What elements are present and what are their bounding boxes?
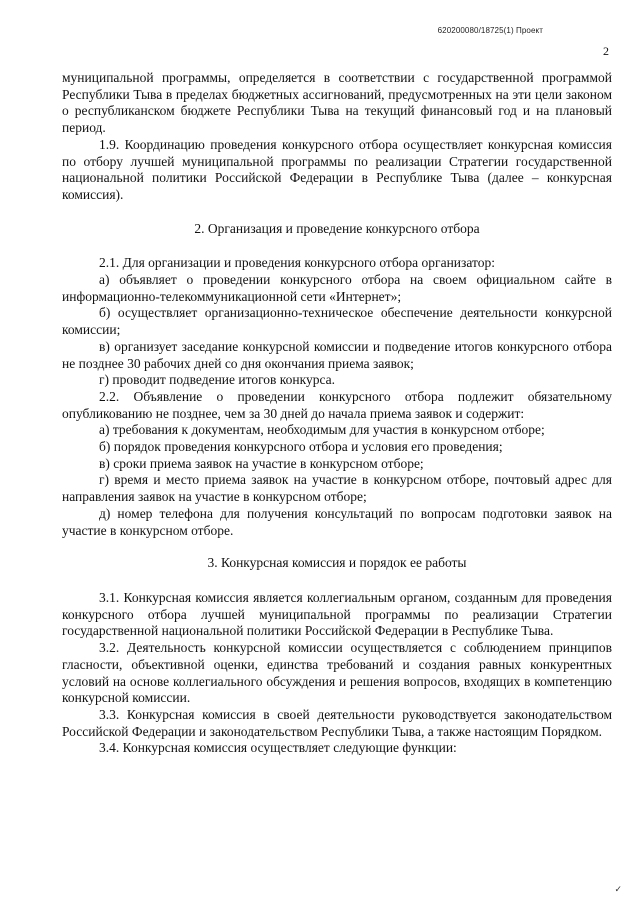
document-body xyxy=(62,70,612,757)
check-mark-icon: ✓ xyxy=(614,884,622,894)
paragraph: 3.1. Конкурсная комиссия является коллегиальным органом, созданным для проведения конкурсного отбора лучшей муниципальной программы по реализации Стратегии государственной национальной политики Российской Федерации в Республике Тыва. xyxy=(62,589,612,639)
list-item: б) порядок проведения конкурсного отбора и условия его проведения; xyxy=(99,439,503,455)
list-item: в) сроки приема заявок на участие в конкурсном отборе; xyxy=(99,455,424,471)
document-number: 620200080/18725(1) Проект xyxy=(437,26,543,35)
paragraph: 2.1. Для организации и проведения конкурсного отбора организатор: xyxy=(99,255,495,271)
paragraph: 3.3. Конкурсная комиссия в своей деятельности руководствуется законодательством Российской Федерации и законодательством Республики Тыва, а также настоящим Порядком. xyxy=(62,706,612,739)
paragraph: 3.2. Деятельность конкурсной комиссии осуществляется с соблюдением принципов гласности, объективной оценки, единства требований и создания равных конкурентных условий на основе коллегиального обсуждения и решения вопросов, входящих в компетенцию конкурсной комиссии. xyxy=(62,640,612,706)
section-heading: 2. Организация и проведение конкурсного отбора xyxy=(194,220,480,236)
list-item: а) требования к документам, необходимым для участия в конкурсном отборе; xyxy=(99,422,545,438)
list-item: б) осуществляет организационно-техническое обеспечение деятельности конкурсной комиссии; xyxy=(62,305,612,338)
list-item: д) номер телефона для получения консультаций по вопросам подготовки заявок на участие в конкурсном отборе. xyxy=(62,505,612,538)
list-item: а) объявляет о проведении конкурсного отбора на своем официальном сайте в информационно-телекоммуникационной сети «Интернет»; xyxy=(62,272,612,304)
list-item: в) организует заседание конкурсной комиссии и подведение итогов конкурсного отбора не позднее 30 рабочих дней со дня окончания приема заявок; xyxy=(62,338,612,371)
paragraph: 3.4. Конкурсная комиссия осуществляет следующие функции: xyxy=(99,740,457,756)
paragraph: муниципальной программы, определяется в соответствии с государственной программой Республики Тыва в пределах бюджетных ассигнований, предусмотренных на эти цели законом о республиканском бюджете Республики Тыва на текущий финансовый год и на плановый период. xyxy=(62,70,612,136)
page-number: 2 xyxy=(603,44,609,58)
section-heading: 3. Конкурсная комиссия и порядок ее работы xyxy=(207,555,467,571)
paragraph: 1.9. Координацию проведения конкурсного отбора осуществляет конкурсная комиссия по отбору лучшей муниципальной программы по реализации Стратегии государственной национальной политики Российской Федерации в Республике Тыва (далее – конкурсная комиссия). xyxy=(62,136,612,202)
list-item: г) проводит подведение итогов конкурса. xyxy=(99,372,336,388)
list-item: г) время и место приема заявок на участие в конкурсном отборе, почтовый адрес для направления заявок на участие в конкурсном отборе; xyxy=(62,472,612,505)
paragraph: 2.2. Объявление о проведении конкурсного отбора подлежит обязательному опубликованию не позднее, чем за 30 дней до начала приема заявок и содержит: xyxy=(62,388,612,421)
